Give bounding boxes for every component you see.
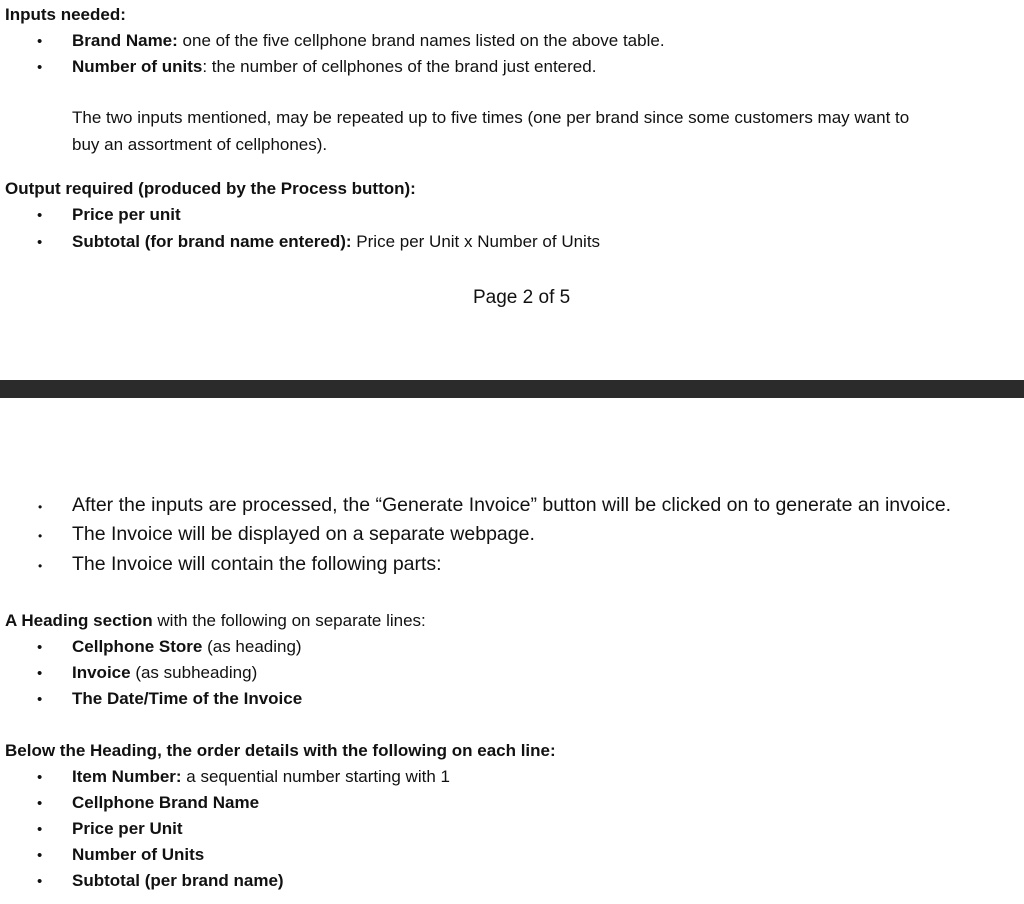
input-text: : the number of cellphones of the brand just entered. [202, 57, 597, 76]
list-item: The Invoice will be displayed on a separate webpage. [72, 523, 535, 545]
heading-item-label: Cellphone Store [72, 637, 203, 656]
inputs-heading: Inputs needed: [5, 5, 126, 24]
list-item [72, 819, 183, 839]
bullet: • [37, 769, 43, 786]
detail-label: Cellphone Brand Name [72, 793, 260, 812]
list-item [72, 793, 259, 813]
page-number: Page 2 of 5 [473, 287, 571, 308]
detail-label: Item Number: [72, 767, 182, 786]
heading-item-label: The Date/Time of the Invoice [72, 689, 303, 708]
bullet: • [37, 59, 43, 76]
bullet: • [37, 207, 43, 224]
input-text: one of the five cellphone brand names listed on the above table. [177, 31, 665, 50]
list-item [72, 689, 302, 709]
heading-item-text: (as heading) [202, 637, 302, 656]
bullet: • [37, 234, 43, 251]
list-item [72, 663, 257, 683]
heading-section-text: with the following on separate lines: [152, 611, 426, 630]
note-line-2: buy an assortment of cellphones). [72, 135, 328, 154]
heading-item-text: (as subheading) [130, 663, 258, 682]
list-item [72, 637, 302, 657]
heading-section-label: A Heading section [5, 611, 153, 630]
page-separator [0, 380, 1024, 398]
detail-text: a sequential number starting with 1 [181, 767, 450, 786]
heading-section-intro [5, 611, 426, 631]
list-item [72, 31, 665, 51]
list-item: The Invoice will contain the following parts: [72, 553, 442, 575]
details-heading: Below the Heading, the order details with the following on each line: [5, 741, 556, 760]
bullet: • [37, 665, 43, 682]
list-item [72, 845, 204, 865]
list-item [72, 767, 450, 787]
list-item [72, 205, 181, 225]
detail-label: Subtotal (per brand name) [72, 871, 284, 890]
input-label: Brand Name: [72, 31, 178, 50]
output-label: Subtotal (for brand name entered): [72, 232, 352, 251]
heading-item-label: Invoice [72, 663, 131, 682]
bullet: • [37, 691, 43, 708]
note-line-1: The two inputs mentioned, may be repeated up to five times (one per brand since some customers may want to [72, 108, 910, 127]
detail-label: Number of Units [72, 845, 205, 864]
list-item: After the inputs are processed, the “Generate Invoice” button will be clicked on to generate an invoice. [72, 494, 952, 516]
bullet: • [37, 795, 43, 812]
list-item [72, 871, 284, 891]
bullet: • [37, 639, 43, 656]
input-label: Number of units [72, 57, 203, 76]
output-heading: Output required (produced by the Process button): [5, 179, 416, 198]
bullet: • [37, 847, 43, 864]
bullet: • [37, 873, 43, 890]
bullet: • [38, 559, 43, 573]
output-label: Price per unit [72, 205, 181, 224]
bullet: • [38, 529, 43, 543]
bullet: • [37, 33, 43, 50]
list-item [72, 57, 596, 77]
output-text: Price per Unit x Number of Units [351, 232, 601, 251]
detail-label: Price per Unit [72, 819, 183, 838]
list-item [72, 232, 600, 252]
bullet: • [38, 500, 43, 514]
bullet: • [37, 821, 43, 838]
